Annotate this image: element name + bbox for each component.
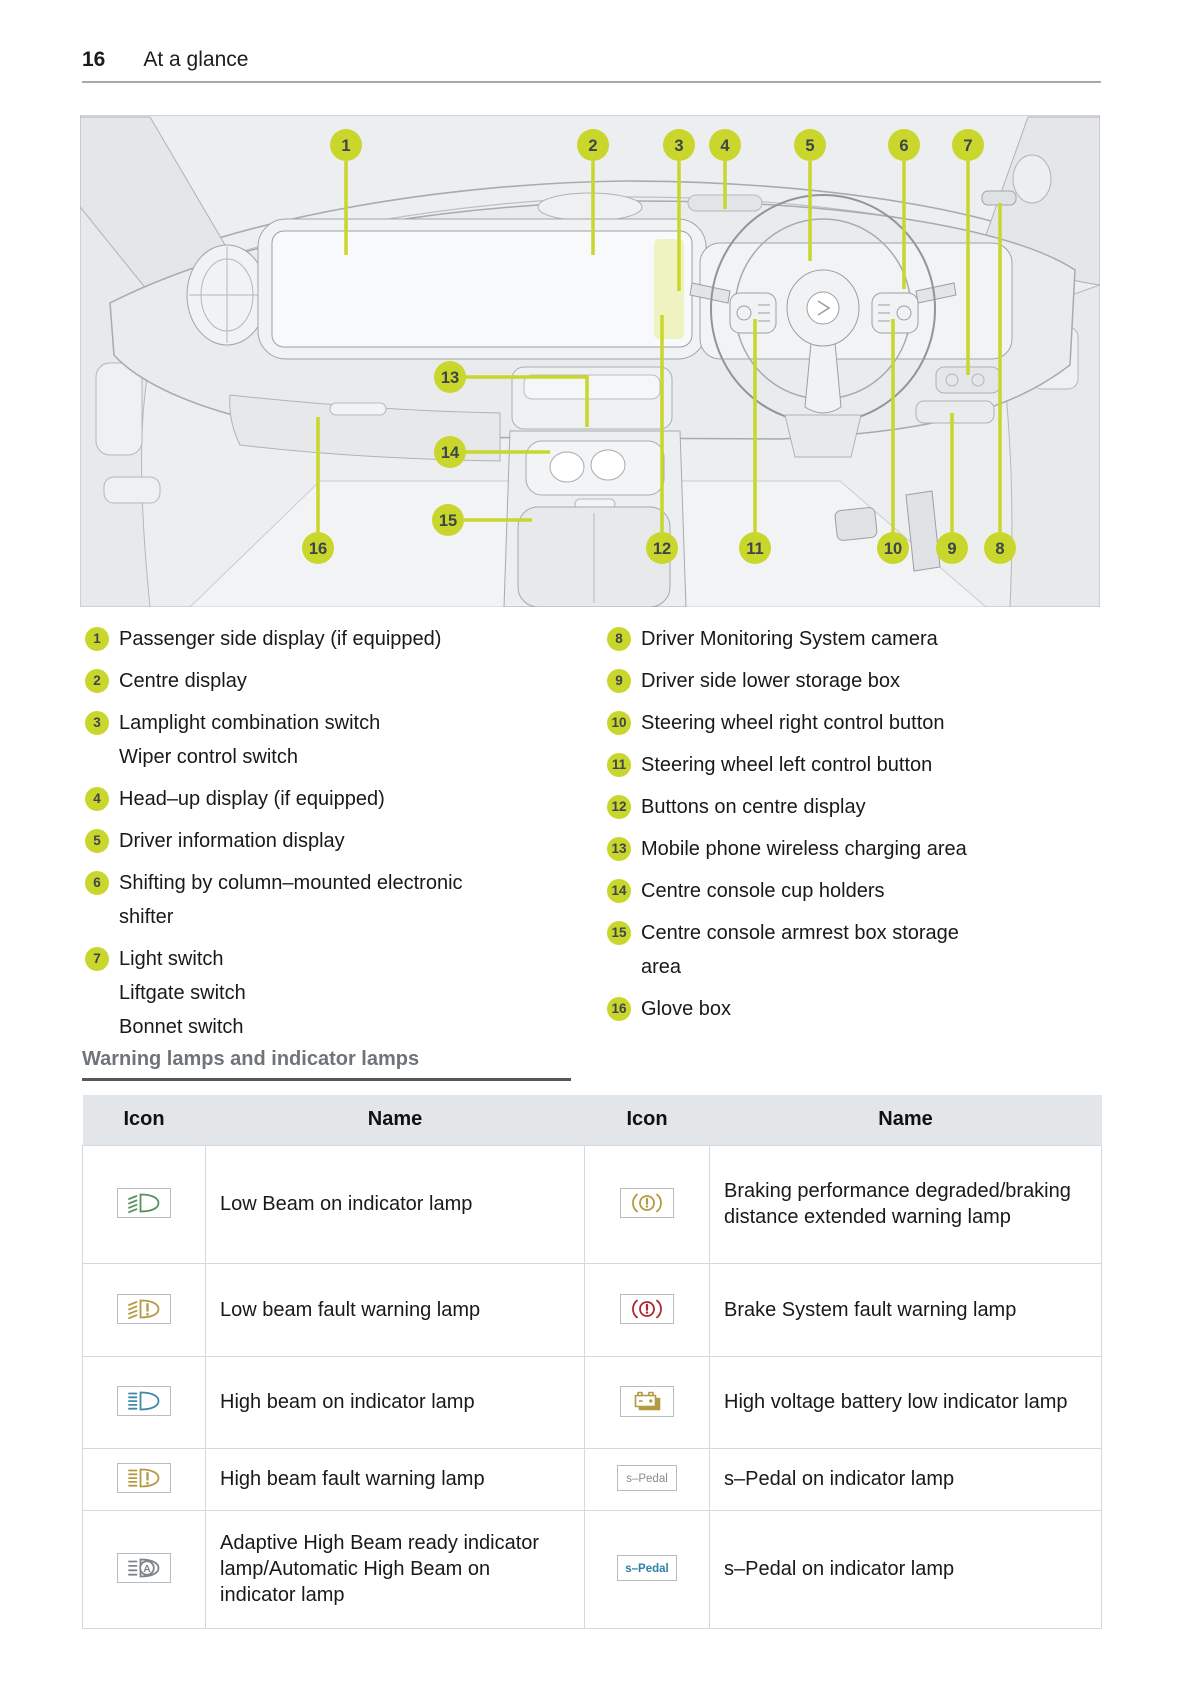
legend-line: Buttons on centre display (641, 796, 866, 818)
hv-battery-low-icon (620, 1386, 674, 1417)
warning-lamps-table (82, 1095, 1102, 1629)
table-header-row (83, 1095, 1102, 1145)
column-header: Name (710, 1095, 1102, 1145)
column-header: Icon (83, 1095, 206, 1145)
column-header: Name (206, 1095, 585, 1145)
svg-text:7: 7 (963, 137, 973, 155)
legend-line: Driver Monitoring System camera (641, 628, 938, 650)
item-number-badge: 8 (607, 627, 631, 651)
legend-column-right (607, 622, 1104, 1034)
item-number-badge: 12 (607, 795, 631, 819)
legend-line: Lamplight combination switch (119, 712, 381, 734)
svg-text:13: 13 (440, 369, 460, 387)
lamp-name: s–Pedal on indicator lamp (710, 1448, 1102, 1510)
item-number-badge: 3 (85, 711, 109, 735)
interior-overview-diagram (80, 115, 1100, 607)
legend-item-11 (607, 748, 1104, 782)
warning-lamps-heading: Warning lamps and indicator lamps (82, 1048, 420, 1070)
svg-text:4: 4 (720, 137, 730, 155)
svg-text:3: 3 (674, 137, 684, 155)
lamp-name: Adaptive High Beam ready indicator lamp/Automatic High Beam on indicator lamp (206, 1510, 585, 1628)
lamp-name: Brake System fault warning lamp (710, 1263, 1102, 1356)
item-number-badge: 11 (607, 753, 631, 777)
item-number-badge: 4 (85, 787, 109, 811)
page-number: 16 (82, 48, 106, 71)
svg-text:1: 1 (341, 137, 351, 155)
adaptive-high-beam-icon (117, 1553, 171, 1583)
legend-line: Driver information display (119, 830, 345, 852)
legend-line: Passenger side display (if equipped) (119, 628, 442, 650)
legend-item-16 (607, 992, 1104, 1026)
brake-performance-warning-icon (620, 1188, 674, 1218)
icon-cell (585, 1510, 710, 1628)
item-number-badge: 9 (607, 669, 631, 693)
warning-heading-underline (82, 1078, 571, 1081)
lamp-name: Braking performance degraded/braking distance extended warning lamp (710, 1145, 1102, 1263)
legend-item-15 (607, 916, 1104, 984)
legend-line: Liftgate switch (119, 982, 246, 1004)
icon-cell (585, 1263, 710, 1356)
legend-line: Bonnet switch (119, 1016, 244, 1038)
legend-item-13 (607, 832, 1104, 866)
high-beam-fault-icon (117, 1463, 171, 1493)
svg-text:A: A (143, 1562, 151, 1575)
lamp-name: Low Beam on indicator lamp (206, 1145, 585, 1263)
high-beam-on-icon (117, 1386, 171, 1416)
svg-text:10: 10 (883, 540, 903, 558)
column-header: Icon (585, 1095, 710, 1145)
lamp-name: Low beam fault warning lamp (206, 1263, 585, 1356)
svg-text:8: 8 (995, 540, 1005, 558)
item-number-badge: 13 (607, 837, 631, 861)
table-row (83, 1145, 1102, 1263)
item-number-badge: 1 (85, 627, 109, 651)
legend-line: Glove box (641, 998, 732, 1020)
table-row (83, 1263, 1102, 1356)
legend-line: Centre console cup holders (641, 880, 885, 902)
svg-text:14: 14 (440, 444, 460, 462)
legend-item-1 (85, 622, 557, 656)
legend-line: area (641, 956, 682, 978)
item-number-badge: 7 (85, 947, 109, 971)
item-number-badge: 14 (607, 879, 631, 903)
item-number-badge: 16 (607, 997, 631, 1021)
icon-cell (83, 1356, 206, 1448)
icon-cell (585, 1145, 710, 1263)
legend-item-9 (607, 664, 1104, 698)
legend-item-7 (85, 942, 557, 1044)
lamp-name: High beam fault warning lamp (206, 1448, 585, 1510)
s-pedal-on-icon (617, 1555, 677, 1581)
legend-line: Centre console armrest box storage (641, 922, 959, 944)
low-beam-fault-icon (117, 1294, 171, 1324)
legend-item-5 (85, 824, 557, 858)
item-number-badge: 5 (85, 829, 109, 853)
svg-text:5: 5 (805, 137, 815, 155)
svg-text:6: 6 (899, 137, 909, 155)
icon-cell (83, 1145, 206, 1263)
legend-line: Wiper control switch (119, 746, 298, 768)
table-row (83, 1510, 1102, 1628)
legend-item-10 (607, 706, 1104, 740)
table-row (83, 1448, 1102, 1510)
brake-system-fault-icon (620, 1294, 674, 1324)
lamp-name: High voltage battery low indicator lamp (710, 1356, 1102, 1448)
icon-cell (83, 1263, 206, 1356)
legend-line: Driver side lower storage box (641, 670, 900, 692)
svg-text:9: 9 (947, 540, 957, 558)
icon-cell (585, 1448, 710, 1510)
page-title: At a glance (143, 48, 249, 71)
icon-cell (83, 1448, 206, 1510)
legend-line: Centre display (119, 670, 247, 692)
legend-line: Steering wheel left control button (641, 754, 933, 776)
legend-item-12 (607, 790, 1104, 824)
legend-line: Mobile phone wireless charging area (641, 838, 967, 860)
item-number-badge: 15 (607, 921, 631, 945)
legend-item-2 (85, 664, 557, 698)
svg-text:11: 11 (746, 540, 764, 558)
lamp-name: s–Pedal on indicator lamp (710, 1510, 1102, 1628)
legend-item-14 (607, 874, 1104, 908)
page-header (82, 48, 248, 72)
svg-text:12: 12 (652, 540, 672, 558)
item-number-badge: 10 (607, 711, 631, 735)
legend-item-6 (85, 866, 557, 934)
item-number-badge: 6 (85, 871, 109, 895)
lamp-name: High beam on indicator lamp (206, 1356, 585, 1448)
low-beam-on-icon (117, 1188, 171, 1218)
item-number-badge: 2 (85, 669, 109, 693)
header-rule (82, 81, 1101, 83)
svg-text:s–Pedal: s–Pedal (626, 1473, 668, 1485)
legend-item-4 (85, 782, 557, 816)
svg-text:16: 16 (308, 540, 328, 558)
s-pedal-ready-icon (617, 1465, 677, 1491)
legend-item-3 (85, 706, 557, 774)
svg-text:2: 2 (588, 137, 598, 155)
legend-line: Steering wheel right control button (641, 712, 945, 734)
icon-cell (585, 1356, 710, 1448)
legend-item-8 (607, 622, 1104, 656)
legend-line: Light switch (119, 948, 224, 970)
table-row (83, 1356, 1102, 1448)
svg-text:s–Pedal: s–Pedal (625, 1563, 669, 1575)
legend-line: shifter (119, 906, 174, 928)
svg-text:15: 15 (438, 512, 458, 530)
legend-line: Shifting by column–mounted electronic (119, 872, 463, 894)
legend-column-left (85, 622, 557, 1052)
icon-cell (83, 1510, 206, 1628)
legend-line: Head–up display (if equipped) (119, 788, 385, 810)
